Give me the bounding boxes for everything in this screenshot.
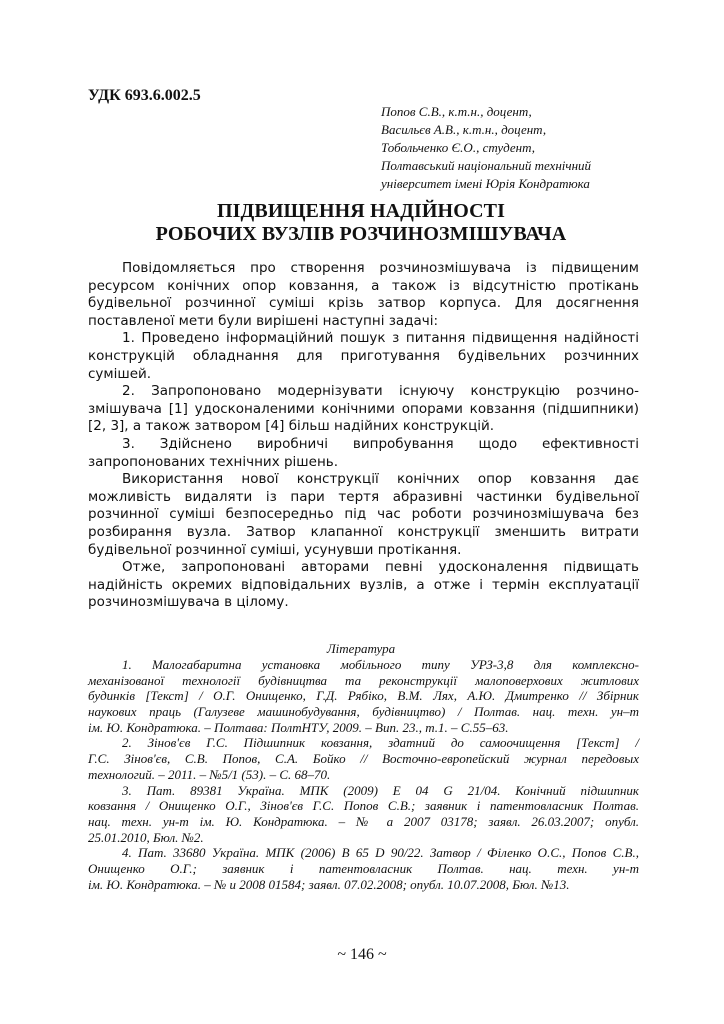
affiliation-line: Полтавський національний технічний — [381, 158, 592, 173]
body-line: будівельної розчинної суміші, усунувши протікання. — [88, 541, 462, 558]
reference-line: 1. Малогабаритна установка мобільного типу УРЗ-3,8 для комплексно- — [122, 657, 639, 672]
body-line: сумішей. — [88, 365, 152, 382]
reference-line: ім. Ю. Кондратюка. – Полтава: ПолтНТУ, 2009. – Вип. 23., т.1. – С.55–63. — [88, 719, 509, 735]
body-line: надійність окремих відповідальних вузлів, а отже і термін експлуатації — [88, 576, 639, 593]
reference-line: наукових праць (Галузеве машинобудування, будівництво) / Полтав. нац. техн. ун–т — [88, 704, 639, 720]
reference-line: ім. Ю. Кондратюка. – № u 2008 01584; заявл. 07.02.2008; опубл. 10.07.2008, Бюл. №13. — [88, 876, 570, 892]
body-line: 3. Здійснено виробничі випробування щодо ефективності — [122, 435, 639, 452]
body-line: Повідомляється про створення розчинозмішувача із підвищеним — [122, 260, 639, 276]
title-line: РОБОЧИХ ВУЗЛІВ РОЗЧИНОЗМІШУВАЧА — [155, 223, 567, 245]
reference-line: 2. Зінов'єв Г.С. Підшипник ковзання, здатний до самоочищення [Текст] / — [122, 735, 639, 751]
reference-line: 25.01.2010, Бюл. №2. — [88, 829, 204, 845]
body-line: 2. Запропоновано модернізувати існуючу конструкцію розчино- — [122, 383, 639, 400]
body-line: запропонованих технічних рішень. — [88, 453, 339, 470]
body-line: Отже, запропоновані авторами певні удосконалення підвищать — [122, 559, 639, 576]
affiliation-line: університет імені Юрія Кондратюка — [381, 176, 590, 191]
references-list — [88, 657, 639, 892]
reference-line: ковзання / Онищенко О.Г., Зінов'єв Г.С. Попов С.В.; заявник і патентовласник Полтав. — [88, 798, 639, 814]
body-line: 1. Проведено інформаційний пошук з питання підвищення надійності — [122, 330, 639, 347]
references-heading: Література — [326, 641, 396, 656]
reference-line: 3. Пат. 89381 Україна. МПК (2009) E 04 G 21/04. Конічний підшипник — [122, 782, 639, 798]
body-line: [2, 3], а також затвором [4] більш надійних конструкцій. — [88, 418, 495, 435]
body-line: розбирання вузла. Затвор клапанної конструкції зменшить витрати — [88, 523, 639, 540]
body-line: розчинної суміші безпосередньо під час роботи розчинозмішувача без — [88, 506, 639, 523]
reference-line: механізованої технології будівництва та реконструкції малоповерхових житлових — [88, 672, 639, 688]
reference-line: 4. Пат. 33680 Україна. МПК (2006) B 65 D 90/22. Затвор / Філенко О.С., Попов С.В., — [122, 845, 639, 861]
reference-line: нац. техн. ун-т ім. Ю. Кондратюка. – № а 2007 03178; заявл. 26.03.2007; опубл. — [88, 813, 639, 829]
abstract-body — [88, 260, 639, 612]
body-line: Використання нової конструкції конічних опор ковзання дає — [122, 471, 639, 488]
author-line: Тобольченко Є.О., студент, — [381, 140, 536, 155]
page-number: ~ 146 ~ — [337, 946, 387, 963]
author-line: Васильєв А.В., к.т.н., доцент, — [381, 122, 547, 137]
paper-title — [88, 200, 634, 246]
author-block — [381, 103, 681, 193]
reference-line: будинків [Текст] / О.Г. Онищенко, Г.Д. Рябіко, В.М. Лях, А.Ю. Дмитренко // Збірник — [88, 688, 639, 704]
body-line: будівельної розчинної суміші крізь затвор корпуса. Для досягнення — [88, 295, 639, 312]
reference-line: Г.С. Зінов'єв, С.В. Попов, С.А. Бойко // Восточно-европейский журнал передовых — [88, 751, 639, 767]
reference-line: Онищенко О.Г.; заявник і патентовласник Полтав. нац. техн. ун-т — [88, 860, 639, 876]
body-line: змішувача [1] удосконаленими конічними опорами ковзання (підшипники) — [88, 400, 639, 417]
reference-line: технологий. – 2011. – №5/1 (53). – С. 68–70. — [88, 766, 331, 782]
udk-code: УДК 693.6.002.5 — [88, 87, 201, 104]
body-line: конструкцій обладнання для приготування будівельних розчинних — [88, 347, 639, 364]
body-line: можливість видаляти із пари тертя абразивні частинки будівельної — [88, 488, 639, 505]
author-line: Попов С.В., к.т.н., доцент, — [381, 104, 532, 119]
body-line: розчинозмішувача в цілому. — [88, 594, 289, 611]
title-line: ПІДВИЩЕННЯ НАДІЙНОСТІ — [217, 200, 505, 222]
body-line: ресурсом конічних опор ковзання, а також із відсутністю протікань — [88, 277, 639, 294]
body-line: поставленої мети були вирішені наступні задачі: — [88, 312, 439, 329]
